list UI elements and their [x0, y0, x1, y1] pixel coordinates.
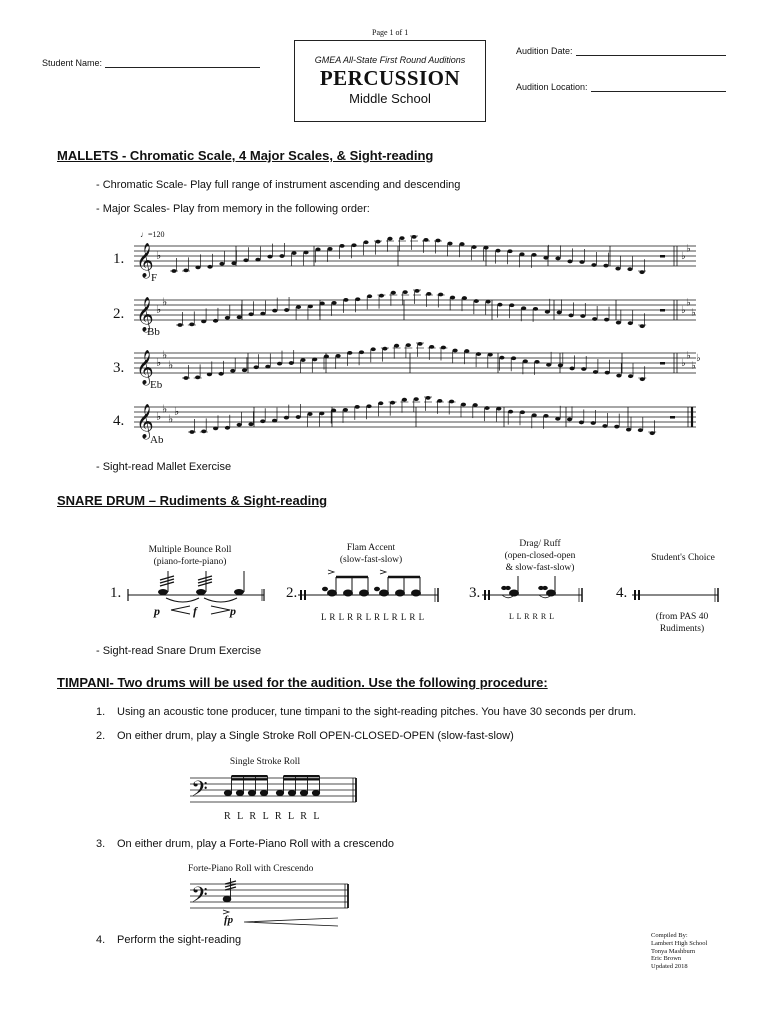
rudiment-2-caption-line1: Flam Accent [346, 543, 396, 553]
single-stroke-staff [188, 772, 360, 808]
rudiment-2-caption-line2: (slow-fast-slow) [339, 554, 403, 565]
rudiment-3-caption-line3: & slow-fast-slow) [505, 562, 575, 573]
timpani-step-3-number: 3. [96, 838, 106, 850]
svg-text:♭: ♭ [156, 249, 162, 262]
rudiment-3-caption-line1: Drag/ Ruff [519, 539, 561, 549]
timpani-step-2-number: 2. [96, 730, 106, 742]
scale-4-number: 4. [113, 413, 125, 429]
svg-text:♭: ♭ [686, 350, 691, 362]
mallets-scales-text: - Major Scales- Play from memory in the following order: [96, 203, 370, 215]
svg-text:♭: ♭ [686, 243, 691, 255]
student-name-label: Student Name: [42, 58, 103, 68]
svg-text:♭: ♭ [696, 353, 701, 364]
svg-text:♭: ♭ [168, 412, 174, 426]
audition-location-field[interactable] [516, 82, 726, 92]
tempo-marking: ♩=120 [140, 230, 165, 239]
mallets-sightread-text: - Sight-read Mallet Exercise [96, 461, 232, 473]
rudiment-4-caption: Student's Choice [651, 553, 715, 563]
audition-location-label: Audition Location: [516, 82, 588, 92]
svg-text:♭: ♭ [162, 295, 168, 309]
fp-dynamic: fp [224, 914, 234, 926]
scale-3-number: 3. [113, 360, 125, 376]
title-level: Middle School [349, 91, 431, 106]
svg-text:♭: ♭ [681, 305, 686, 316]
scale-2-staff [134, 294, 696, 330]
rudiment-3-staff [480, 568, 586, 608]
svg-text:♭: ♭ [691, 307, 696, 319]
mallets-chromatic-text: - Chromatic Scale- Play full range of instrument ascending and descending [96, 179, 461, 191]
audition-location-line[interactable] [591, 91, 726, 92]
rudiment-2-number: 2. [286, 585, 298, 601]
rudiment-3-sticking: L L R R R L [509, 612, 555, 621]
rudiment-4-note-line1: (from PAS 40 [655, 612, 709, 622]
audition-date-field[interactable] [516, 46, 726, 56]
rudiment-1-caption-line1: Multiple Bounce Roll [148, 545, 232, 555]
rudiment-3-caption-line2: (open-closed-open [504, 550, 576, 561]
timpani-step-2-text: On either drum, play a Single Stroke Roll OPEN-CLOSED-OPEN (slow-fast-slow) [117, 730, 514, 742]
svg-text:♭: ♭ [686, 297, 691, 309]
credits-name-2: Eric Brown [651, 955, 682, 963]
svg-text:♭: ♭ [162, 348, 168, 362]
scale-1-key: F [151, 272, 158, 284]
svg-text:♭: ♭ [156, 303, 162, 316]
svg-text:♭: ♭ [681, 358, 686, 369]
scale-1-staff [134, 240, 696, 276]
dynamic-piano-start: p [154, 604, 160, 618]
fp-roll-staff [188, 878, 352, 928]
scale-1-number: 1. [113, 251, 125, 267]
svg-text:𝄞: 𝄞 [136, 404, 154, 439]
scale-3-key: Eb [150, 379, 163, 391]
svg-text:♭: ♭ [681, 251, 686, 262]
timpani-step-1-text: Using an acoustic tone producer, tune timpani to the sight-reading pitches. You have 30 seconds per drum. [117, 706, 637, 718]
rudiment-2-caption [311, 543, 431, 567]
credits-compiled-by: Compiled By: [651, 932, 688, 939]
fp-roll-caption: Forte-Piano Roll with Crescendo [188, 864, 314, 874]
page-number: Page 1 of 1 [372, 28, 409, 37]
timpani-step-4-number: 4. [96, 934, 106, 946]
rudiment-1-caption-line2: (piano-forte-piano) [153, 556, 227, 567]
rudiment-4-note [632, 612, 732, 636]
rudiment-3-number: 3. [469, 585, 481, 601]
student-name-field[interactable] [42, 58, 260, 68]
timpani-step-4-text: Perform the sight-reading [117, 934, 242, 946]
student-name-line[interactable] [105, 67, 260, 68]
credits-name-1: Tonya Mashburn [651, 947, 696, 955]
svg-text:𝄞: 𝄞 [136, 350, 154, 385]
svg-text:𝄢: 𝄢 [191, 883, 208, 913]
timpani-step-1-number: 1. [96, 706, 106, 718]
credits-updated: Updated 2018 [651, 963, 688, 971]
credits-school: Lambert High School [651, 939, 708, 947]
single-stroke-caption: Single Stroke Roll [229, 757, 301, 767]
rudiment-2-sticking: L R L R R L R L R L R L [321, 612, 425, 622]
rudiment-1-number: 1. [110, 585, 122, 601]
timpani-step-3-text: On either drum, play a Forte-Piano Roll with a crescendo [117, 838, 394, 850]
credits [651, 932, 707, 971]
title-subtitle: GMEA All-State First Round Auditions [314, 55, 466, 65]
page-title: PERCUSSION [319, 66, 461, 90]
scale-2-number: 2. [113, 306, 125, 322]
svg-text:♭: ♭ [162, 402, 168, 416]
rudiment-4-note-line2: Rudiments) [659, 623, 705, 634]
svg-text:𝄢: 𝄢 [191, 777, 208, 807]
dynamic-piano-end: p [230, 604, 236, 618]
rudiment-1-caption [130, 545, 250, 569]
svg-text:♭: ♭ [156, 410, 162, 423]
svg-text:♭: ♭ [168, 358, 174, 372]
audition-date-line[interactable] [576, 55, 726, 56]
svg-text:♭: ♭ [156, 356, 162, 369]
timpani-heading: TIMPANI- Two drums will be used for the audition. Use the following procedure: [57, 675, 548, 690]
dynamic-forte: f [193, 604, 197, 618]
scale-4-key: Ab [150, 434, 164, 446]
rudiment-4-staff [630, 568, 722, 608]
svg-text:♭: ♭ [691, 360, 696, 372]
svg-text:𝄞: 𝄞 [136, 297, 154, 332]
scale-4-staff [134, 401, 696, 437]
rudiment-2-staff [296, 568, 442, 608]
mallets-heading: MALLETS - Chromatic Scale, 4 Major Scales, & Sight-reading [57, 148, 434, 163]
single-stroke-sticking: R L R L R L R L [224, 811, 320, 822]
scale-2-key: Bb [147, 326, 160, 338]
svg-text:♭: ♭ [174, 405, 180, 418]
audition-date-label: Audition Date: [516, 46, 573, 56]
snare-sightread-text: - Sight-read Snare Drum Exercise [96, 645, 262, 657]
snare-heading: SNARE DRUM – Rudiments & Sight-reading [57, 493, 328, 508]
title-box [294, 40, 486, 122]
svg-text:𝄞: 𝄞 [136, 243, 154, 278]
rudiment-4-number: 4. [616, 585, 628, 601]
